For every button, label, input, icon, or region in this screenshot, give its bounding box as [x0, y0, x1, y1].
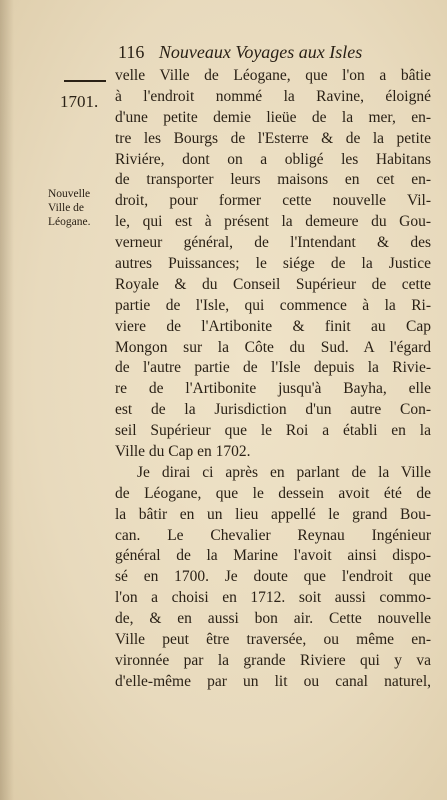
text-line: partie de l'Isle, qui commence à la Ri- [115, 296, 431, 314]
text-line: le, qui est à présent la demeure du Gou- [115, 213, 431, 231]
text-line: Ville du Cap en 1702. [115, 443, 251, 461]
text-line: de Léogane, que le dessein avoit été de [115, 484, 431, 502]
text-line: Mongon sur la Côte du Sud. A l'égard [115, 338, 431, 356]
text-line: verneur général, de l'Intendant & des [115, 234, 431, 252]
gutter-shadow [0, 0, 14, 800]
margin-sidenote [48, 187, 108, 229]
text-line: Ville peut être traversée, ou même en- [115, 631, 431, 649]
margin-rule [64, 80, 106, 82]
text-line: est de la Jurisdiction d'un autre Con- [115, 401, 431, 419]
text-line: d'une petite demie lieüe de la mer, en- [115, 108, 431, 126]
text-line: velle Ville de Léogane, que l'on a bâtie [115, 67, 431, 84]
body-text [115, 66, 431, 693]
text-line: l'on a choisi en 1712. soit aussi commo- [115, 589, 431, 607]
sidenote-line: Nouvelle [48, 188, 91, 200]
text-line: autres Puissances; le siége de la Justice [115, 255, 431, 273]
sidenote-line: Ville de [48, 202, 85, 214]
text-line: de, & en aussi bon air. Cette nouvelle [115, 610, 431, 628]
text-line: seil Supérieur que le Roi a établi en la [115, 422, 431, 440]
text-line: viere de l'Artibonite & finit au Cap [115, 317, 431, 335]
page-number: 116 [118, 42, 145, 62]
text-line: la bâtir en un lieu appellé le grand Bou- [115, 505, 431, 523]
text-line: droit, pour former cette nouvelle Vil- [115, 192, 431, 210]
text-line: Royale & du Conseil Supérieur de cette [115, 275, 431, 293]
text-line: Je dirai ci après en parlant de la Ville [137, 463, 431, 481]
text-line: à l'endroit nommé la Ravine, éloigné [115, 87, 431, 105]
paragraph [115, 66, 431, 463]
text-line: vironnée par la grande Riviere qui y va [115, 651, 431, 669]
text-line: d'elle-même par un lit ou canal naturel, [115, 672, 431, 690]
page-header [118, 42, 408, 63]
text-line: Riviére, dont on a obligé les Habitans [115, 150, 431, 168]
text-line: de transporter leurs maisons en cet en- [115, 171, 431, 189]
text-line: re de l'Artibonite jusqu'à Bayha, elle [115, 380, 431, 398]
text-line: can. Le Chevalier Reynau Ingénieur [115, 526, 431, 544]
text-line: de l'autre partie de l'Isle depuis la Rivie- [115, 359, 431, 377]
margin-year: 1701. [60, 92, 99, 111]
text-line: sé en 1700. Je doute que l'endroit que [115, 568, 431, 586]
text-line: tre les Bourgs de l'Esterre & de la petite [115, 129, 431, 147]
text-line: général de la Marine l'avoit ainsi dispo- [115, 547, 431, 565]
paragraph [115, 463, 431, 693]
sidenote-line: Léogane. [48, 216, 91, 228]
running-title: Nouveaux Voyages aux Isles [158, 42, 363, 62]
